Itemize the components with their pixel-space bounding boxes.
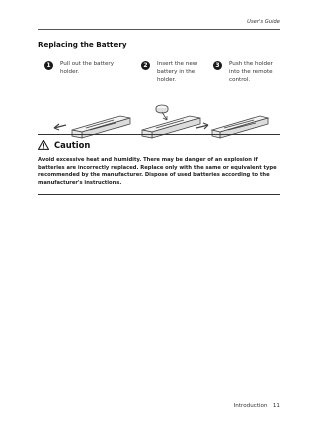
- warning-triangle-icon: [38, 140, 49, 150]
- caution-title: Caution: [54, 140, 91, 150]
- step-3-badge: 3: [213, 61, 222, 70]
- header-divider: [38, 29, 280, 30]
- step-2-badge: 2: [141, 61, 150, 70]
- page-number: 11: [272, 403, 280, 409]
- caution-bottom-rule: [38, 194, 280, 195]
- pull-arrow-icon: [54, 124, 66, 130]
- step-1-text: Pull out the battery holder.: [60, 61, 115, 75]
- caution-heading: [38, 140, 90, 150]
- step-3-text: Push the holder into the remote control.: [229, 61, 273, 83]
- coin-battery-icon: [156, 105, 168, 120]
- section-title: Replacing the Battery: [38, 40, 127, 49]
- step-2-text: Insert the new battery in the holder.: [157, 61, 198, 83]
- caution-top-rule: [38, 134, 280, 135]
- step-1-badge: 1: [44, 61, 53, 70]
- page-footer: [234, 403, 280, 409]
- caution-body: Avoid excessive heat and humidity. There may be danger of an explosion if batteries are incorrectly replaced. Replace only with the same or equivalent type recommended by the manufacturer. Dispose of used batteries according to the manufacturer's instructions.: [38, 157, 277, 186]
- running-header: User's Guide: [247, 19, 280, 25]
- footer-section-label: Introduction: [233, 403, 268, 409]
